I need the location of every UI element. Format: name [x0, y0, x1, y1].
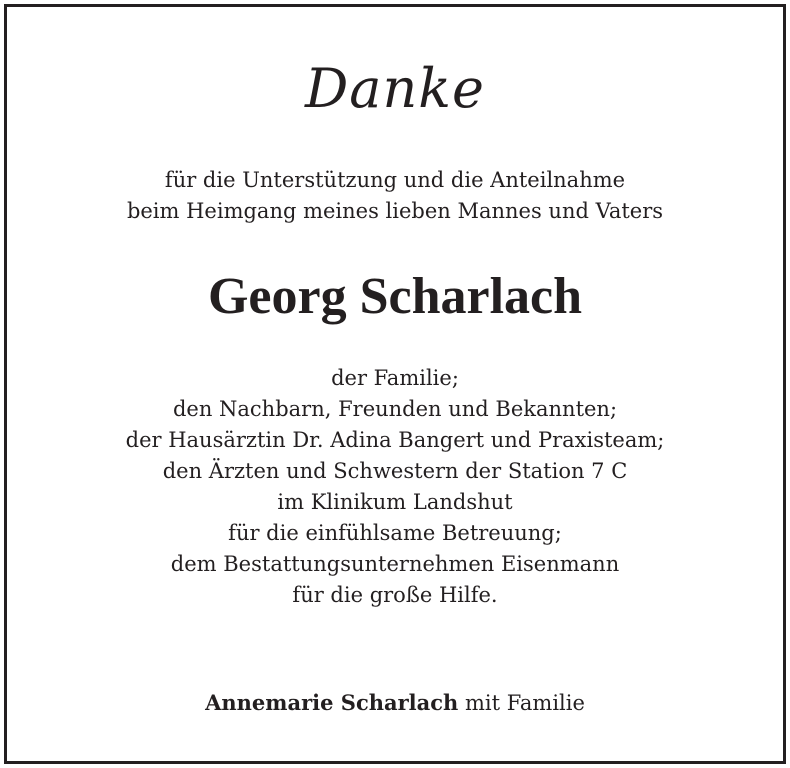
thanks-line: der Hausärztin Dr. Adina Bangert und Praxisteam; [125, 428, 665, 452]
thanks-line: für die einfühlsame Betreuung; [228, 521, 562, 545]
thanks-line: den Ärzten und Schwestern der Station 7 C [162, 459, 628, 483]
thanks-list [7, 363, 783, 611]
deceased-name: Georg Scharlach [207, 268, 583, 325]
thanks-line: den Nachbarn, Freunden und Bekannten; [172, 397, 618, 421]
obituary-thank-you-notice [4, 4, 786, 764]
intro-line: beim Heimgang meines lieben Mannes und Vaters [126, 199, 664, 223]
signature-suffix: mit Familie [465, 691, 585, 715]
notice-title: Danke [305, 57, 485, 120]
signature-name: Annemarie Scharlach [205, 690, 459, 715]
thanks-line: dem Bestattungsunternehmen Eisenmann [170, 552, 620, 576]
notice-content [7, 7, 783, 761]
thanks-line: für die große Hilfe. [292, 583, 498, 607]
signature [7, 687, 783, 719]
intro-text [7, 165, 783, 227]
thanks-line: der Familie; [331, 366, 459, 390]
thanks-line: im Klinikum Landshut [277, 490, 513, 514]
intro-line: für die Unterstützung und die Anteilnahme [164, 168, 626, 192]
